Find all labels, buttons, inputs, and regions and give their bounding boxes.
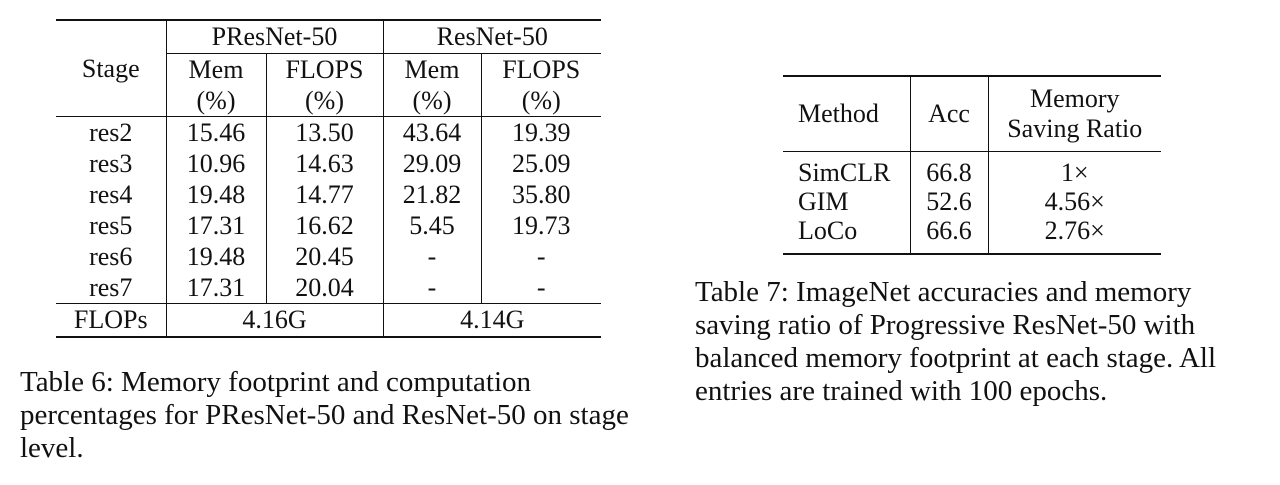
table-row [56,117,601,149]
presnet-flops-cell: 13.50 [266,117,383,149]
resnet-flops-cell: 19.39 [481,117,601,149]
stage-cell: res4 [89,179,133,209]
presnet-flops-cell: 14.63 [266,148,383,179]
flops-total-row [56,304,601,338]
table-7-caption: Table 7: ImageNet accuracies and memory saving ratio of Progressive ResNet-50 with balanced memory footprint at each stage. All entries are trained with 100 epochs. [695,276,1217,407]
stage-cell: res6 [89,241,133,271]
presnet-flops-cell: 14.77 [266,179,383,210]
resnet-mem-header: Mem [383,54,481,86]
presnet-mem-unit: (%) [166,85,266,117]
memory-saving-ratio-header [988,76,1161,152]
presnet-mem-cell: 17.31 [166,210,266,241]
resnet-mem-cell: 21.82 [383,179,481,210]
ratio-cell: 1× [988,152,1161,188]
ratio-cell: 4.56× [988,187,1161,216]
table-row [783,216,1161,254]
resnet-flops-header: FLOPS [481,54,601,86]
presnet-mem-cell: 19.48 [166,179,266,210]
resnet-header: ResNet-50 [383,20,601,54]
resnet-flops-cell: 19.73 [481,210,601,241]
table-row [56,272,601,304]
acc-cell: 52.6 [910,187,988,216]
resnet-mem-cell: - [383,272,481,304]
resnet-flops-total: 4.14G [383,304,601,338]
flops-total-label: FLOPs [56,304,166,338]
method-header: Method [783,76,910,152]
presnet-mem-cell: 17.31 [166,272,266,304]
presnet-header: PResNet-50 [166,20,383,54]
table-6-caption: Table 6: Memory footprint and computation percentages for PResNet-50 and ResNet-50 on stage level. [20,366,629,464]
table-6 [56,19,601,338]
resnet-flops-cell: - [481,241,601,272]
resnet-mem-cell: 5.45 [383,210,481,241]
presnet-flops-total: 4.16G [166,304,383,338]
table-row [56,241,601,272]
ratio-cell: 2.76× [988,216,1161,254]
method-cell: GIM [798,186,849,216]
table-row [56,179,601,210]
acc-cell: 66.6 [910,216,988,254]
resnet-mem-cell: 43.64 [383,117,481,149]
method-cell: LoCo [783,216,910,254]
presnet-flops-cell: 20.04 [266,272,383,304]
resnet-mem-unit: (%) [383,85,481,117]
presnet-flops-header: FLOPS [266,54,383,86]
resnet-mem-cell: - [383,241,481,272]
presnet-mem-cell: 19.48 [166,241,266,272]
table-row [56,148,601,179]
table-7 [783,75,1161,255]
resnet-flops-cell: 25.09 [481,148,601,179]
stage-cell: res5 [89,210,133,240]
resnet-flops-unit: (%) [481,85,601,117]
method-cell: SimCLR [783,152,910,188]
stage-cell: res3 [89,148,133,178]
table-row [783,187,1161,216]
stage-header: Stage [56,20,166,117]
presnet-flops-unit: (%) [266,85,383,117]
stage-cell: res2 [56,117,166,149]
presnet-flops-cell: 20.45 [266,241,383,272]
resnet-flops-cell: - [481,272,601,304]
presnet-flops-cell: 16.62 [266,210,383,241]
ratio-header-line-1: Memory [1029,84,1120,113]
resnet-mem-cell: 29.09 [383,148,481,179]
stage-cell: res7 [89,272,133,302]
resnet-flops-cell: 35.80 [481,179,601,210]
acc-cell: 66.8 [910,152,988,188]
presnet-mem-cell: 15.46 [166,117,266,149]
presnet-mem-header: Mem [166,54,266,86]
table-row [56,210,601,241]
presnet-mem-cell: 10.96 [166,148,266,179]
ratio-header-line-2: Saving Ratio [1007,114,1143,143]
table-row [783,152,1161,188]
acc-header: Acc [910,76,988,152]
